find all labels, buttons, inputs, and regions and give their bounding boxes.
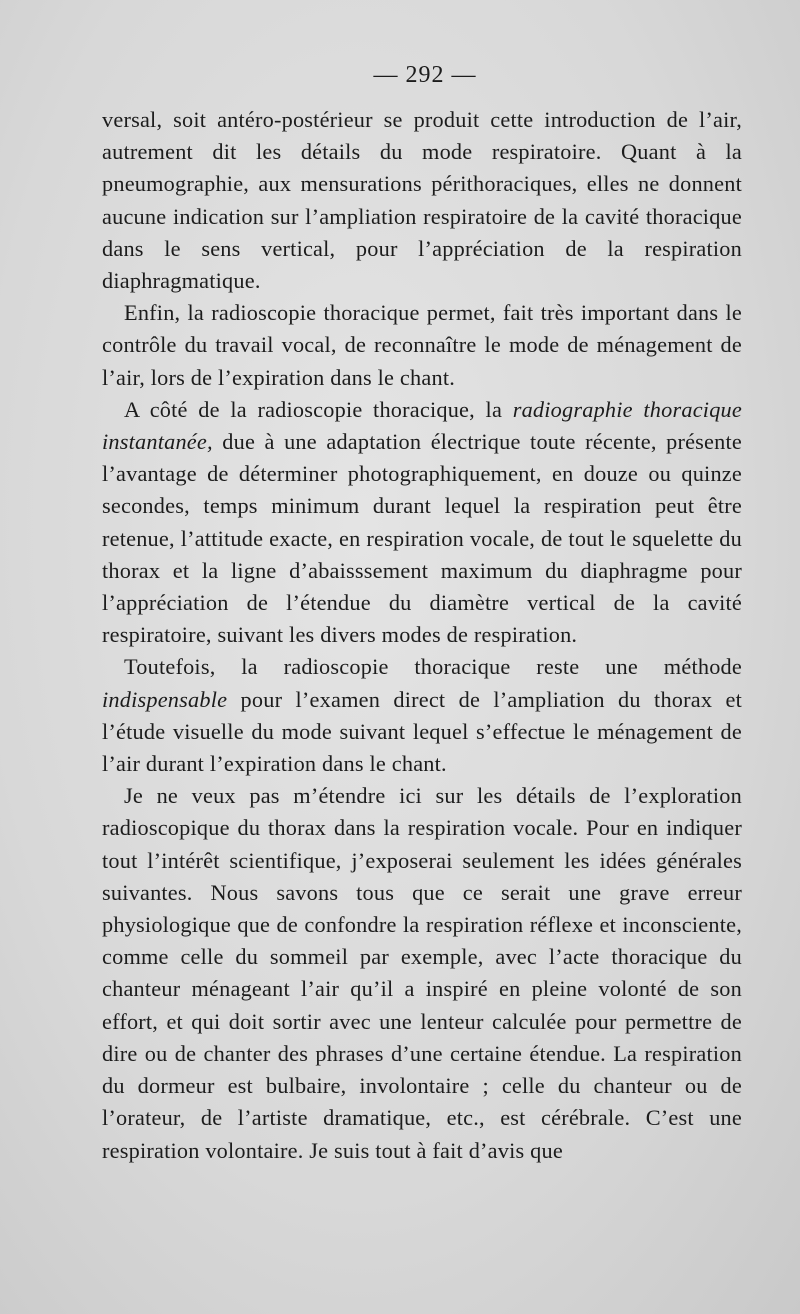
paragraph-3-text-start: A côté de la radioscopie thoracique, la [124,396,513,422]
paragraph-4-text-start: Toutefois, la radioscopie thoracique reste une méthode [124,654,742,680]
paragraph-2: Enfin, la radioscopie thoracique permet, fait très important dans le contrôle du travail vocal, de reconnaître le mode de ménagement de l’air, lors de l’expiration dans le chant. [102,300,742,390]
paragraph-5: Je ne veux pas m’étendre ici sur les détails de l’exploration radioscopique du thorax dans la respiration vocale. Pour en indiquer tout l’intérêt scientifique, j’exposerai seulement les idées générales suivantes. Nous savons tous que ce serait une grave erreur physiologique que de confondre la respiration réflexe et inconsciente, comme celle du sommeil par exemple, avec l’acte thoracique du chanteur ménageant l’air qu’il a inspiré en pleine volonté de son effort, et qui doit sortir avec une lenteur calculée pour permettre de dire ou de chanter des phrases d’une certaine étendue. La respiration du dormeur est bulbaire, involontaire ; celle du chanteur ou de l’orateur, de l’artiste dramatique, etc., est cérébrale. C’est une respiration volontaire. Je suis tout à fait d’avis que [102,783,742,1163]
paragraph-4 [102,651,742,780]
paragraph-4-italic-term: indispensable [102,686,228,712]
paragraph-3-italic-term: radiographie thoracique instantanée, [102,396,742,455]
paragraph-3 [102,394,742,652]
paragraph-3-text-end: due à une adaptation électrique toute récente, présente l’avantage de déterminer photographiquement, en douze ou quinze secondes, temps minimum durant lequel la respiration peut être retenue, l’attitude exacte, en respiration vocale, de tout le squelette du thorax et la ligne d’abaisssement maximum du diaphragme pour l’appréciation de l’étendue du diamètre vertical de la cavité respiratoire, suivant les divers modes de respiration. [102,429,742,648]
paragraph-1: versal, soit antéro-postérieur se produit cette introduction de l’air, autrement dit les détails du mode respiratoire. Quant à la pneumographie, aux mensurations périthoraciques, elles ne donnent aucune indication sur l’ampliation respiratoire de la cavité thoracique dans le sens vertical, pour l’appréciation de la respiration diaphragmatique. [102,107,742,294]
page-number: — 292 — [373,62,477,88]
paragraph-4-text-end: pour l’examen direct de l’ampliation du thorax et l’étude visuelle du mode suivant lequel s’effectue le ménagement de l’air durant l’expiration dans le chant. [102,686,742,777]
body-text [102,104,742,1167]
